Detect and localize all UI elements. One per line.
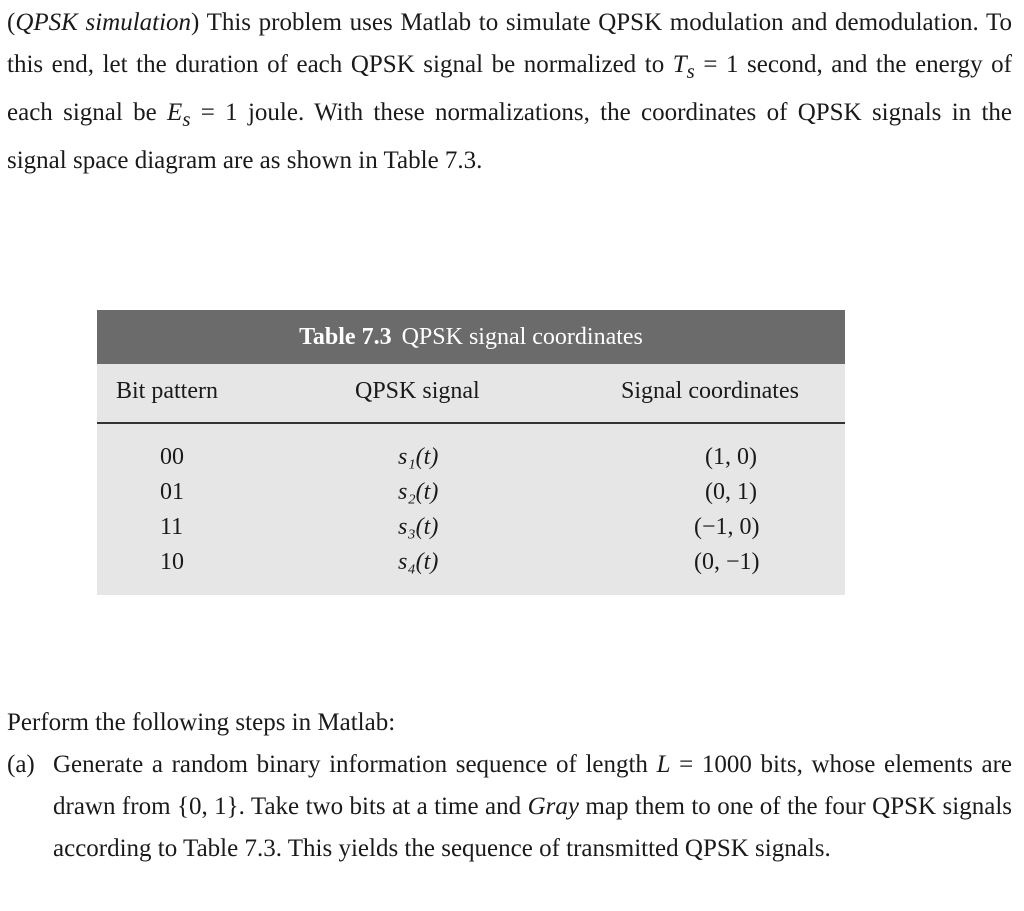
intro-paragraph: (QPSK simulation) This problem uses Matlab to simulate QPSK modulation and demodulation. To this end, let the duration of each QPSK signal be normalized to $T_s = 1$ second, and the energy of each signal be $E_s = 1$ joule. With these normalizations, the coordinates of QPSK signals in the signal space diagram are as shown in Table 7.3.	[7, 9, 1013, 174]
cell-coords: (0, 1)	[705, 479, 757, 505]
steps-section	[7, 702, 1012, 870]
cell-coords: (0, −1)	[694, 549, 760, 575]
step-a-label: (a)	[7, 751, 35, 778]
step-a-text-1: Generate a random binary information sequence of length	[53, 751, 657, 778]
intro-text-3: joule. With these normalizations, the coordinates of QPSK signals in the signal space diagram are as shown in Table 7.3.	[7, 99, 1013, 174]
intro-text-2: second, and the energy of each signal be	[7, 51, 1012, 126]
step-a	[7, 744, 1012, 870]
step-a-text-3: map them to one of the four QPSK signals according to Table 7.3. This yields the sequence of transmitted QPSK signals.	[53, 793, 1012, 862]
step-a-text-2: = 1000 bits, whose elements are drawn from {0, 1}. Take two bits at a time and	[53, 751, 1012, 820]
step-a-gray: Gray	[527, 793, 579, 820]
table-row	[97, 514, 845, 549]
table-caption-number: Table 7.3	[299, 323, 392, 350]
qpsk-table	[97, 310, 845, 595]
problem-title: QPSK simulation	[15, 9, 192, 36]
cell-bits: 01	[160, 479, 184, 505]
table-caption-text: QPSK signal coordinates	[401, 323, 643, 350]
cell-bits: 10	[160, 549, 184, 575]
cell-signal: s₃(t)	[398, 514, 439, 540]
header-signal-coordinates: Signal coordinates	[621, 378, 799, 404]
cell-signal: s₁(t)	[398, 444, 439, 470]
cell-signal: s₄(t)	[398, 549, 439, 575]
ts-subscript: s	[686, 59, 695, 83]
header-qpsk-signal: QPSK signal	[355, 378, 480, 404]
steps-lead: Perform the following steps in Matlab:	[7, 709, 396, 736]
header-bit-pattern: Bit pattern	[116, 378, 218, 404]
cell-coords: (1, 0)	[705, 444, 757, 470]
table-header-row	[97, 364, 845, 424]
cell-bits: 00	[160, 444, 184, 470]
table-row	[97, 549, 845, 584]
intro-text-1: This problem uses Matlab to simulate QPSK modulation and demodulation. To this end, let the duration of each QPSK signal be normalized to	[7, 9, 1012, 78]
es-value: = 1	[190, 99, 238, 126]
table-row	[97, 444, 845, 479]
ts-value: = 1	[694, 51, 739, 78]
table-row	[97, 479, 845, 514]
cell-signal: s₂(t)	[398, 479, 439, 505]
problem-intro	[7, 2, 1012, 182]
es-subscript: s	[182, 107, 191, 131]
table-caption	[97, 310, 845, 364]
cell-coords: (−1, 0)	[694, 514, 760, 540]
es-symbol: E	[167, 99, 183, 126]
step-a-math-l: L	[656, 751, 671, 778]
step-a-body	[53, 744, 1012, 870]
ts-symbol: T	[672, 51, 687, 78]
table-body	[97, 444, 845, 584]
cell-bits: 11	[160, 514, 184, 540]
